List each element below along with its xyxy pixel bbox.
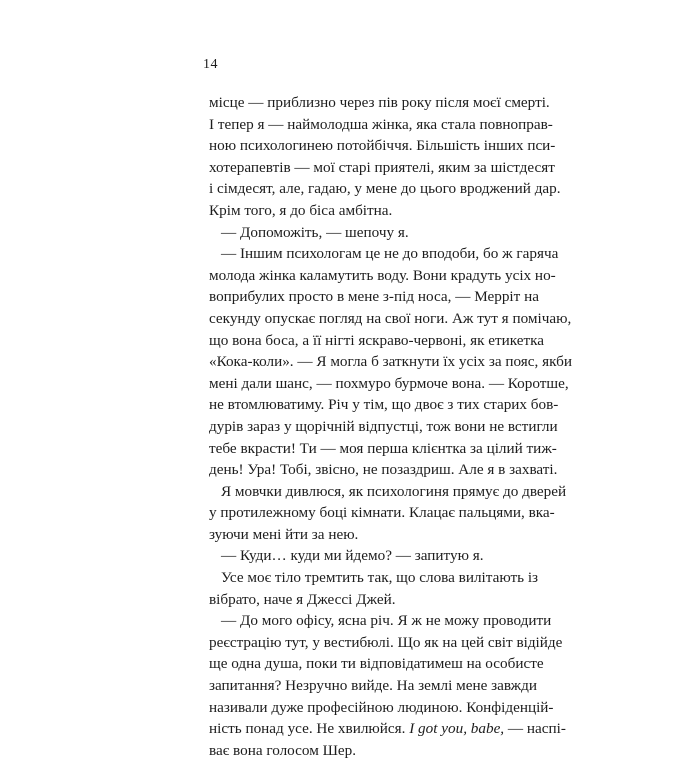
text-line-content: Усе моє тіло тремтить так, що слова вилітають із: [221, 569, 539, 587]
text-line: [209, 718, 566, 740]
text-line: [209, 545, 505, 567]
text-line: [209, 653, 544, 675]
text-line-content: і сімдесят, але, гадаю, у мене до цього вроджений дар.: [209, 180, 561, 198]
text-line-content: дурів зараз у щорічній відпустці, тож вони не встигли: [209, 417, 558, 435]
text-line-content: місце — приблизно через пів року після моєї смерті.: [209, 94, 550, 111]
text-line-content: воприбулих просто в мене з-під носа, — Мерріт на: [209, 288, 539, 306]
text-line-content: хотерапевтів — мої старі приятелі, яким за шістдесят: [209, 158, 555, 176]
text-line-content: запитання? Незручно вийде. На землі мене завжди: [209, 677, 537, 695]
text-line: [209, 416, 558, 438]
text-line: [209, 135, 556, 157]
text-line-content: «Кока-коли». — Я могла б заткнути їх усіх за пояс, якби: [209, 353, 572, 371]
text-line-content: день! Ура! Тобі, звісно, не позаздриш. Але я в захваті.: [209, 461, 558, 479]
text-line: [209, 524, 505, 546]
text-line: [209, 178, 561, 200]
text-line-content: Я мовчки дивлюся, як психологиня прямує до дверей: [221, 482, 567, 500]
text-line-content: ває вона голосом Шер.: [209, 741, 357, 759]
text-line: [209, 394, 559, 416]
page-number: 14: [203, 57, 218, 72]
text-line-content: секунду опускає погляд на свої ноги. Аж тут я помічаю,: [209, 309, 572, 327]
text-line-content: тебе вкрасти! Ти — моя перша клієнтка за цілий тиж-: [209, 439, 557, 457]
text-line-tail: — наспі-: [504, 720, 566, 738]
text-line-content: вібрато, наче я Джессі Джей.: [209, 590, 396, 608]
italic-phrase: I got you, babe,: [409, 720, 505, 738]
text-line: [209, 330, 545, 352]
text-line: [209, 502, 555, 524]
text-line: [209, 222, 505, 244]
text-line: [209, 243, 559, 265]
text-line-content: — До мого офісу, ясна річ. Я ж не можу проводити: [221, 612, 552, 630]
text-line: [209, 632, 563, 654]
text-line-content: Крім того, я до біса амбітна.: [209, 201, 393, 219]
text-line: [209, 675, 537, 697]
text-line-content: І тепер я — наймолодша жінка, яка стала повноправ-: [209, 115, 553, 133]
text-line: [209, 286, 539, 308]
text-line-content: реєстрацію тут, у вестибюлі. Що як на цей світ відійде: [209, 633, 563, 651]
text-line-content: мені дали шанс, — похмуро бурмоче вона. — Коротше,: [209, 374, 569, 392]
text-line-content: — Іншим психологам це не до вподоби, бо ж гаряча: [221, 245, 559, 263]
text-line-content: ще одна душа, поки ти відповідатимеш на особисте: [209, 655, 544, 673]
text-line: [209, 459, 558, 481]
text-line: [209, 438, 557, 460]
text-line-content: зуючи мені йти за нею.: [209, 525, 359, 543]
text-line: [209, 308, 572, 330]
text-line-content: ною психологинею потойбіччя. Більшість інших пси-: [209, 137, 556, 155]
text-line: [209, 157, 555, 179]
text-line: [209, 114, 553, 136]
text-line: [209, 92, 550, 114]
text-line-content: — Допоможіть, — шепочу я.: [221, 223, 409, 241]
text-line-content: молода жінка каламутить воду. Вони крадуть усіх но-: [209, 266, 556, 284]
text-line: [209, 373, 569, 395]
text-line: [209, 351, 572, 373]
text-line: [209, 589, 505, 611]
text-line: [209, 200, 505, 222]
body-text: [209, 92, 572, 761]
text-line-content: — Куди… куди ми йдемо? — запитую я.: [221, 547, 484, 565]
text-line-content: що вона боса, а її нігті яскраво-червоні, як етикетка: [209, 331, 545, 349]
text-line: [209, 567, 539, 589]
text-line-content: ність понад усе. Не хвилюйся.: [209, 720, 406, 738]
text-line: [209, 265, 556, 287]
text-line: [209, 610, 552, 632]
text-line-content: називали дуже професійною людиною. Конфіденцій-: [209, 698, 554, 716]
text-line: [209, 740, 505, 761]
text-line-content: не втомлюватиму. Річ у тім, що двоє з тих старих бов-: [209, 396, 559, 414]
text-line-content: у протилежному боці кімнати. Клацає пальцями, вка-: [209, 504, 555, 522]
text-line: [209, 481, 567, 503]
